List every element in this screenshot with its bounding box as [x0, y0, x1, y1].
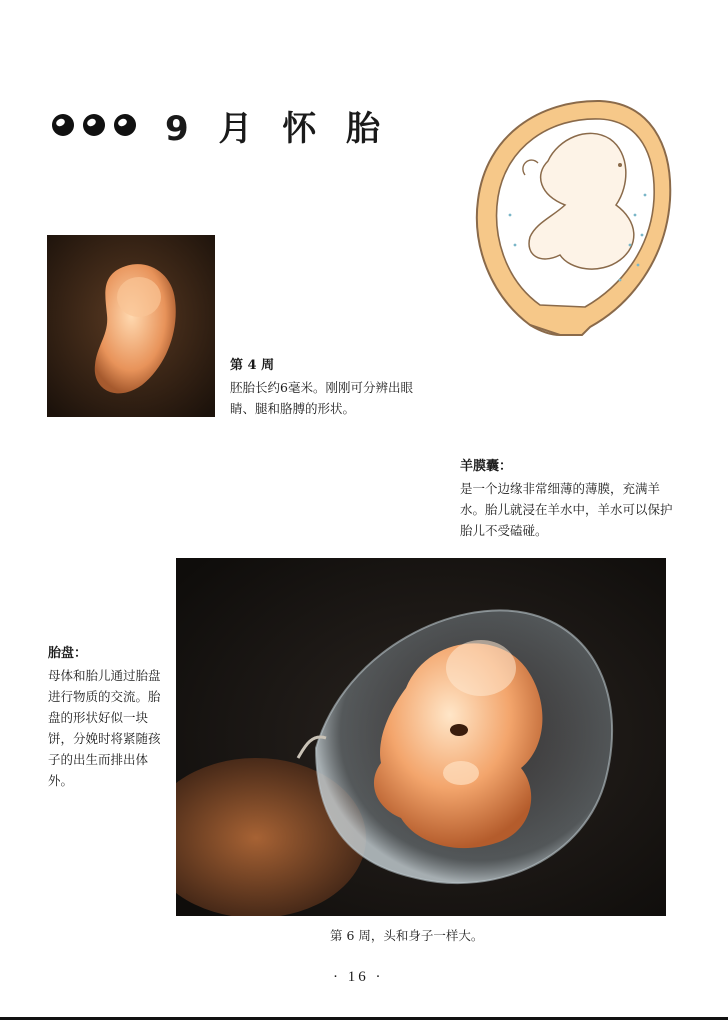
week4-body: 胚胎长约6毫米。刚刚可分辨出眼睛、腿和胳膊的形状。	[230, 380, 413, 416]
bottom-rule	[0, 1017, 728, 1020]
page-number: · 16 ·	[333, 969, 384, 985]
week6-embryo-photo	[176, 558, 666, 916]
amniotic-sac-caption	[460, 455, 675, 541]
week6-caption: 第 6 周，头和身子一样大。	[330, 928, 484, 943]
bullet-dot-icon	[83, 114, 105, 136]
womb-illustration	[470, 95, 675, 340]
amniotic-sac-body: 是一个边缘非常细薄的薄膜，充满羊水。胎儿就浸在羊水中，羊水可以保护胎儿不受磕碰。	[460, 481, 673, 538]
chapter-heading	[52, 100, 389, 150]
week4-caption	[230, 354, 430, 419]
placenta-caption	[48, 642, 170, 791]
amniotic-sac-title: 羊膜囊：	[460, 459, 513, 474]
week4-embryo-photo	[47, 235, 215, 417]
week4-title: 第 4 周	[230, 358, 275, 373]
page-title: 9 月 怀 胎	[165, 108, 390, 149]
bullet-dot-icon	[114, 114, 136, 136]
placenta-title: 胎盘：	[48, 646, 88, 661]
bullet-dot-icon	[52, 114, 74, 136]
placenta-body: 母体和胎儿通过胎盘进行物质的交流。胎盘的形状好似一块饼，分娩时将紧随孩子的出生而排出体外。	[48, 668, 161, 788]
